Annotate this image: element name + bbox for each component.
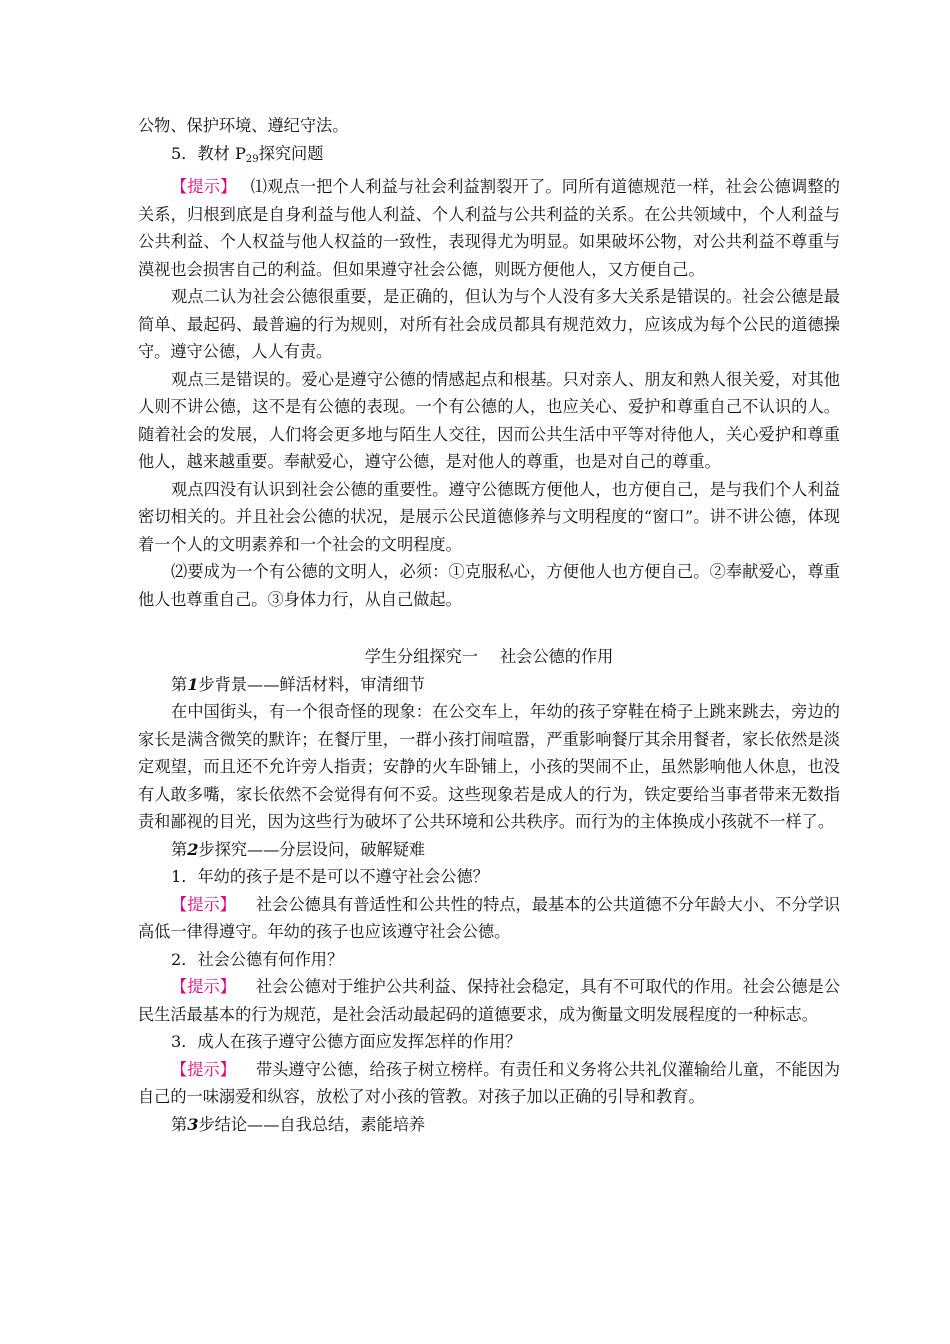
- answer-text: 社会公德具有普适性和公共性的特点，最基本的公共道德不分年龄大小、不分学识高低一律得遵守。年幼的孩子也应该遵守社会公德。: [138, 894, 841, 941]
- answer-paragraph-5: ⑵要成为一个有公德的文明人，必须：①克服私心，方便他人也方便自己。②奉献爱心，尊重他人也尊重自己。③身体力行，从自己做起。: [138, 562, 840, 609]
- answer-text: ⑴观点一把个人利益与社会利益割裂开了。同所有道德规范一样，社会公德调整的关系，归根到底是自身利益与他人利益、个人利益与公共利益的关系。在公共领域中，个人利益与公共利益、个人权益与他人权益的一致性，表现得尤为明显。如果破坏公物，对公共利益不尊重与漠视也会损害自己的利益。但如果遵守社会公德，则既方便他人，又方便自己。: [138, 177, 840, 279]
- answer-paragraph-4: 观点四没有认识到社会公德的重要性。遵守公德既方便他人，也方便自己，是与我们个人利益密切相关的。并且社会公德的状况，是展示公民道德修养与文明程度的“窗口”。讲不讲公德，体现着一个人的文明素养和一个社会的文明程度。: [138, 479, 840, 554]
- answer-2: [138, 973, 840, 1028]
- section-title-part-a: 学生分组探究一: [364, 647, 478, 666]
- page-subscript: 29: [245, 153, 259, 165]
- question-5-heading: [138, 140, 840, 174]
- step-title: 步背景——鲜活材料，审清细节: [198, 674, 426, 694]
- answer-3: [138, 1056, 840, 1111]
- section-title-part-b: 社会公德的作用: [500, 647, 614, 666]
- step-prefix: 第: [171, 674, 188, 694]
- answer-1: [138, 891, 840, 946]
- question-1: 1．年幼的孩子是不是可以不遵守社会公德？: [171, 867, 489, 886]
- answer-paragraph-3: 观点三是错误的。爱心是遵守公德的情感起点和根基。只对亲人、朋友和熟人很关爱，对其他人则不讲公德，这不是有公德的表现。一个有公德的人，也应关心、爱护和尊重自己不认识的人。随着社会的发展，人们将会更多地与陌生人交往，因而公共生活中平等对待他人，关心爱护和尊重他人，越来越重要。奉献爱心，遵守公德，是对他人的尊重，也是对自己的尊重。: [138, 369, 840, 471]
- answer-paragraph-2: 观点二认为社会公德很重要，是正确的，但认为与个人没有多大关系是错误的。社会公德是最简单、最起码、最普遍的行为规则，对所有社会成员都具有规范效力，应该成为每个公民的道德操守。遵守公德，人人有责。: [138, 287, 840, 361]
- paragraph-continued: 公物、保护环境、遵纪守法。: [138, 116, 349, 135]
- step-2-heading: [138, 836, 840, 864]
- background-paragraph: 在中国街头，有一个很奇怪的现象：在公交车上，年幼的孩子穿鞋在椅子上跳来跳去，旁边的家长是满含微笑的默许；在餐厅里，一群小孩打闹喧嚣，严重影响餐厅其余用餐者，家长依然是淡定观望，而且还不允许旁人指责；安静的火车卧铺上，小孩的哭闹不止，虽然影响他人休息，也没有人敢多嘴，家长依然不会觉得有何不妥。这些现象若是成人的行为，铁定要给当事者带来无数指责和鄙视的目光，因为这些行为破坏了公共环境和公共秩序。而行为的主体换成小孩就不一样了。: [138, 702, 840, 831]
- answer-text: 社会公德对于维护公共利益、保持社会稳定，具有不可取代的作用。社会公德是公民生活最基本的行为规范，是社会活动最起码的道德要求，成为衡量文明发展程度的一种标志。: [138, 977, 841, 1024]
- tip-label: 【提示】: [171, 977, 236, 996]
- tip-label: 【提示】: [171, 894, 236, 914]
- step-prefix: 第: [171, 1114, 188, 1134]
- answer-text: 带头遵守公德，给孩子树立榜样。有责任和义务将公共礼仪灌输给儿童，不能因为自己的一味溺爱和纵容，放松了对小孩的管教。对孩子加以正确的引导和教育。: [138, 1059, 841, 1106]
- tip-label: 【提示】: [171, 1059, 236, 1079]
- step-3-heading: [138, 1111, 840, 1139]
- question-2: 2．社会公德有何作用？: [171, 949, 344, 969]
- step-number: 1: [187, 674, 199, 694]
- step-title: 步探究——分层设问，破解疑难: [198, 839, 426, 859]
- answer-paragraph-1: [138, 173, 840, 283]
- question-number: 5．: [171, 143, 198, 163]
- tip-label: 【提示】: [171, 177, 237, 196]
- step-title: 步结论——自我总结，素能培养: [198, 1114, 426, 1134]
- question-3: 3．成人在孩子遵守公德方面应发挥怎样的作用？: [171, 1032, 522, 1051]
- document-page: [138, 112, 840, 1138]
- step-1-heading: [138, 671, 840, 699]
- question-text-post: 探究问题: [258, 143, 324, 163]
- step-prefix: 第: [171, 839, 188, 859]
- step-number: 2: [187, 839, 199, 859]
- section-title: [138, 643, 840, 671]
- question-text-pre: 教材 P: [197, 143, 246, 163]
- step-number: 3: [187, 1114, 199, 1134]
